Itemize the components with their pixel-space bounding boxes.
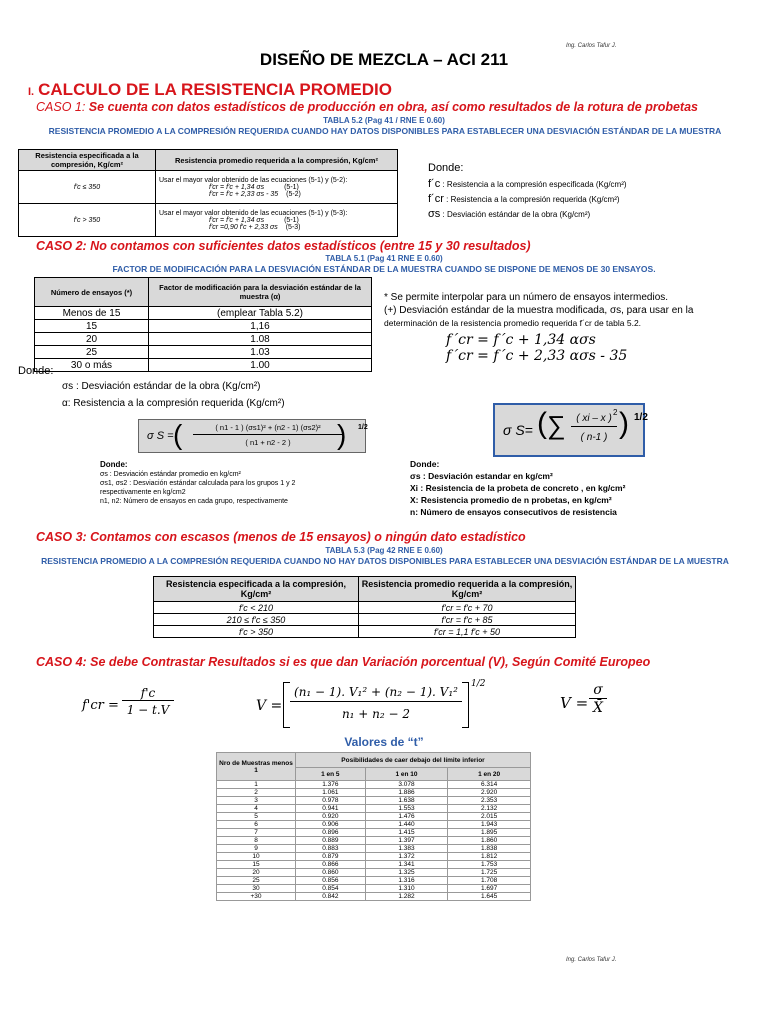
t51-cell: 15 [35,320,149,333]
vt-body [217,781,531,901]
t52-eq1: f'cr = f'c + 1,34 σs [209,183,265,191]
caso4-f1-num: f'c [122,686,174,701]
table-row [217,869,531,877]
vt-cell: 2.353 [448,797,531,805]
t52-cond: f'c > 350 [19,204,156,237]
t52-col2-header: Resistencia promedio requerida a la compresión, Kg/cm² [156,150,398,171]
t52-intro: Usar el mayor valor obtenido de las ecuaciones (5-1) y (5-3): [159,209,348,217]
vt-cell: 1.697 [448,885,531,893]
sum-icon: ∑ [547,410,566,440]
vt-cell: 8 [217,837,296,845]
t52-eq2: f'cr =0,90 f'c + 2,33 σs [209,223,278,231]
t52-ref1: (5-1) [284,216,299,224]
vt-cell: 0.860 [296,869,366,877]
caso1-table-caption: RESISTENCIA PROMEDIO A LA COMPRESIÓN REQUERIDA CUANDO HAY DATOS DISPONIBLES PARA ESTABLECER UNA DESVIACIÓN ESTÁNDAR DE LA MUESTRA [48,126,722,136]
paren-left-icon: ( [537,407,547,440]
t53-cell: 210 ≤ f'c ≤ 350 [154,614,359,626]
t51-col2-header: Factor de modificación para la desviación estándar de la muestra (α) [149,278,372,307]
vt-cell: 1.325 [365,869,448,877]
t53-cell: f'cr = f'c + 70 [359,602,576,614]
vt-cell: 1.638 [365,797,448,805]
t52-col1-header: Resistencia especificada a la compresión, Kg/cm² [19,150,156,171]
donde-left-label: Donde: [100,460,128,469]
formula2-den: ( n-1 ) [580,432,608,443]
vt-cell: 1.415 [365,829,448,837]
vt-cell: 1.553 [365,805,448,813]
caso4-heading: CASO 4: Se debe Contrastar Resultados si es que dan Variación porcentual (V), Según Comité Europeo [36,655,651,669]
vt-cell: 0.906 [296,821,366,829]
author-bottom: Ing. Carlos Tafur J. [566,957,617,963]
caso2-def1: σs : Desviación estándar de la obra (Kg/cm²) [62,381,261,392]
caso4-f2-den: n₁ + n₂ − 2 [341,707,411,721]
table-row [217,821,531,829]
t52-cond: f'c ≤ 350 [19,171,156,204]
caso4-f2-exp: 1/2 [471,679,486,689]
paren-right-icon: ) [619,407,629,440]
t53-cell: f'cr = 1,1 f'c + 50 [359,626,576,638]
caso3-table-ref: TABLA 5.3 (Pag 42 RNE E 0.60) [325,546,443,555]
vt-cell: 6.314 [448,781,531,789]
t51-cell: Menos de 15 [35,307,149,320]
caso2-eq2: f´cr = f´c + 2,33 ασs - 35 [446,348,628,364]
vt-cell: 15 [217,861,296,869]
vt-cell: +30 [217,893,296,901]
vt-col0-header: Nro de Muestras menos 1 [217,753,296,781]
caso1-text: Se cuenta con datos estadísticos de producción en obra, así como resultados de la rotura de probetas [85,100,698,114]
t52-eq2: f'cr = f'c + 2,33 σs - 35 [209,190,279,198]
caso2-def2: α: Resistencia a la compresión requerida (Kg/cm²) [62,398,285,409]
vt-col-header: 1 en 5 [296,768,366,781]
formula1-lhs: σ S = [147,430,174,442]
donde-right-line: n: Número de ensayos consecutivos de resistencia [410,507,617,517]
t51-cell: 1.03 [149,346,372,359]
vt-cell: 1.341 [365,861,448,869]
t51-cell: 20 [35,333,149,346]
table-row [217,805,531,813]
vt-cell: 1.310 [365,885,448,893]
vt-cell: 1.753 [448,861,531,869]
t53-cell: f'cr = f'c + 85 [359,614,576,626]
t51-cell: 1.00 [149,359,372,372]
t51-cell: 1.08 [149,333,372,346]
table-row [217,885,531,893]
section-title: CALCULO DE LA RESISTENCIA PROMEDIO [38,80,392,99]
donde-left-line: n1, n2: Número de ensayos en cada grupo, respectivamente [100,498,288,505]
vt-cell: 0.883 [296,845,366,853]
vt-cell: 1.316 [365,877,448,885]
t52-eqs [156,204,398,237]
caso1-table-ref: TABLA 5.2 (Pag 41 / RNE E 0.60) [323,116,445,125]
vt-cell: 1.838 [448,845,531,853]
section-heading [28,80,392,100]
vt-cell: 10 [217,853,296,861]
table-row [35,320,372,333]
caso1-donde [428,162,627,220]
t53-col1-header: Resistencia especificada a la compresión, Kg/cm² [154,577,359,602]
caso1-donde-label: Donde: [428,162,464,174]
caso2-donde-right [410,458,710,518]
vt-cell: 0.941 [296,805,366,813]
table-5-1 [34,277,372,372]
formula1-num: ( n1 - 1 ) (σs1)² + (n2 - 1) (σs2)² [193,423,343,435]
t51-col1-header: Número de ensayos (*) [35,278,149,307]
t52-eqs [156,171,398,204]
t51-cell: 1,16 [149,320,372,333]
vt-cell: 1.397 [365,837,448,845]
donde-left-line: σs : Desviación estándar promedio en kg/cm² [100,471,241,478]
vt-cell: 7 [217,829,296,837]
t53-col2-header: Resistencia promedio requerida a la compresión, Kg/cm² [359,577,576,602]
t52-intro: Usar el mayor valor obtenido de las ecuaciones (5-1) y (5-2): [159,176,348,184]
bracket-right-icon [462,682,469,728]
donde-left-line: σs1, σs2 : Desviación estándar calculada para los grupos 1 y 2 [100,480,296,487]
valores-t-title: Valores de “t” [344,735,424,749]
table-row [217,829,531,837]
caso4-f3-den: X̄ [593,700,603,716]
formula1-den: ( n1 + n2 - 2 ) [245,438,291,447]
caso3-heading: CASO 3: Contamos con escasos (menos de 15 ensayos) o ningún dato estadístico [36,530,526,544]
vt-cell: 1.860 [448,837,531,845]
vt-cell: 1.372 [365,853,448,861]
table-row [19,171,398,204]
table-row [154,614,576,626]
vt-cell: 0.896 [296,829,366,837]
formula2-num: ( xi – x ) [571,413,617,427]
vt-cell: 1.383 [365,845,448,853]
section-number: I. [28,86,35,98]
caso2-donde-left [100,460,330,506]
vt-cell: 1 [217,781,296,789]
bracket-left-icon [283,682,290,728]
vt-cell: 2.015 [448,813,531,821]
table-row [217,789,531,797]
vt-cell: 1.282 [365,893,448,901]
caso2-table-caption: FACTOR DE MODIFICACIÓN PARA LA DESVIACIÓN ESTÁNDAR DE LA MUESTRA CUANDO SE DISPONE DE MENOS DE 30 ENSAYOS. [112,264,656,274]
t52-ref2: (5-2) [286,190,301,198]
vt-cell: 3 [217,797,296,805]
table-valores-t [216,752,531,901]
vt-cell: 0.856 [296,877,366,885]
vt-cell: 1.440 [365,821,448,829]
def-symbol: f´c [428,178,441,190]
formula2-exp: 1/2 [634,412,648,423]
vt-cell: 0.866 [296,861,366,869]
vt-cell: 2.920 [448,789,531,797]
vt-cell: 0.920 [296,813,366,821]
formula2-lhs: σ S= [503,422,533,438]
donde-right-line: Xi : Resistencia de la probeta de concreto , en kg/cm² [410,483,626,493]
table-row [35,359,372,372]
vt-cell: 1.061 [296,789,366,797]
table-row [217,837,531,845]
vt-cell: 1.645 [448,893,531,901]
def-text: : Resistencia a la compresión requerida (Kg/cm²) [446,195,620,204]
t52-eq1: f'cr = f'c + 1,34 σs [209,216,265,224]
def-text: : Resistencia a la compresión especificada (Kg/cm²) [442,180,627,189]
donde-left-line: respectivamente en kg/cm2 [100,489,186,496]
table-row [154,602,576,614]
vt-col-header: 1 en 10 [365,768,448,781]
vt-col-header: 1 en 20 [448,768,531,781]
caso2-table-ref: TABLA 5.1 (Pag 41 RNE E 0.60) [325,254,443,263]
table-5-2 [18,149,398,237]
vt-cell: 1.708 [448,877,531,885]
sample-sigma-formula [493,403,645,457]
table-row [217,853,531,861]
paren-left-icon: ( [173,419,183,450]
caso2-defs [62,378,285,412]
vt-cell: 0.854 [296,885,366,893]
vt-cell: 0.842 [296,893,366,901]
author-top: Ing. Carlos Tafur J. [566,43,617,49]
vt-cell: 1.886 [365,789,448,797]
table-row [217,813,531,821]
vt-cell: 0.889 [296,837,366,845]
vt-cell: 25 [217,877,296,885]
table-row [217,893,531,901]
formula2-numexp: 2 [613,408,618,417]
page-title: DISEÑO DE MEZCLA – ACI 211 [259,50,509,69]
caso4-f1-den: 1 − t.V [126,703,170,717]
t51-cell: 30 o más [35,359,149,372]
table-5-3 [153,576,576,638]
table-row [217,877,531,885]
donde-right-label: Donde: [410,459,440,469]
donde-right-line: σs : Desviación estandar en kg/cm² [410,471,553,481]
def-symbol: f´cr [428,193,444,205]
caso2-note3: determinación de la resistencia promedio requerida f´cr de tabla 5.2. [384,318,642,328]
vt-cell: 1.812 [448,853,531,861]
caso2-note1: * Se permite interpolar para un número de ensayos intermedios. [384,292,669,303]
formula1-exp: 1/2 [358,424,368,431]
t51-cell: (emplear Tabla 5.2) [149,307,372,320]
vt-cell: 1.943 [448,821,531,829]
t52-ref2: (5-3) [285,223,301,231]
vt-cell: 1.725 [448,869,531,877]
vt-cell: 1.376 [296,781,366,789]
t52-ref1: (5-1) [284,183,299,191]
vt-cell: 2.132 [448,805,531,813]
caso4-f3-lhs: V = [560,694,589,712]
paren-right-icon: ) [337,419,347,450]
vt-cell: 0.879 [296,853,366,861]
t53-cell: f'c < 210 [154,602,359,614]
table-row [217,861,531,869]
caso3-table-caption: RESISTENCIA PROMEDIO A LA COMPRESIÓN REQUERIDA CUANDO NO HAY DATOS DISPONIBLES PARA ESTABLECER UNA DESVIACIÓN ESTÁNDAR DE LA MUESTRA [41,556,729,566]
table-row [19,204,398,237]
caso2-notes [384,291,754,330]
table-row [217,781,531,789]
vt-cell: 9 [217,845,296,853]
caso4-f3-num: σ [589,682,607,699]
t53-cell: f'c > 350 [154,626,359,638]
t51-cell: 25 [35,346,149,359]
vt-cell: 6 [217,821,296,829]
vt-cell: 4 [217,805,296,813]
caso1-label: CASO 1: [36,100,86,114]
vt-cell: 2 [217,789,296,797]
vt-cell: 0.978 [296,797,366,805]
caso2-note2: (+) Desviación estándar de la muestra modificada, σs, para usar en la [384,305,694,316]
caso2-heading: CASO 2: No contamos con suficientes datos estadísticos (entre 15 y 30 resultados) [36,239,531,253]
caso1-heading [36,100,698,114]
caso4-f2-num: (n₁ − 1). V₁² + (n₂ − 1). V₁² [290,685,462,702]
vt-cell: 1.895 [448,829,531,837]
donde-right-line: X: Resistencia promedio de n probetas, en kg/cm² [410,495,612,505]
vt-cell: 5 [217,813,296,821]
table-row [35,307,372,320]
caso4-f1-lhs: f'cr = [82,698,119,713]
vt-cell: 3.078 [365,781,448,789]
def-text: : Desviación estándar de la obra (Kg/cm²) [442,210,591,219]
caso2-donde-label: Donde: [18,365,54,377]
vt-group-header: Posibilidades de caer debajo del límite inferior [296,753,531,768]
table-row [217,797,531,805]
table-row [35,346,372,359]
vt-cell: 30 [217,885,296,893]
table-row [35,333,372,346]
table-row [217,845,531,853]
vt-cell: 1.476 [365,813,448,821]
caso2-eq1: f´cr = f´c + 1,34 ασs [446,332,596,348]
def-symbol: σs [428,208,441,220]
pooled-sigma-formula [138,419,366,453]
vt-cell: 20 [217,869,296,877]
table-row [154,626,576,638]
caso4-f2-lhs: V = [256,698,283,714]
